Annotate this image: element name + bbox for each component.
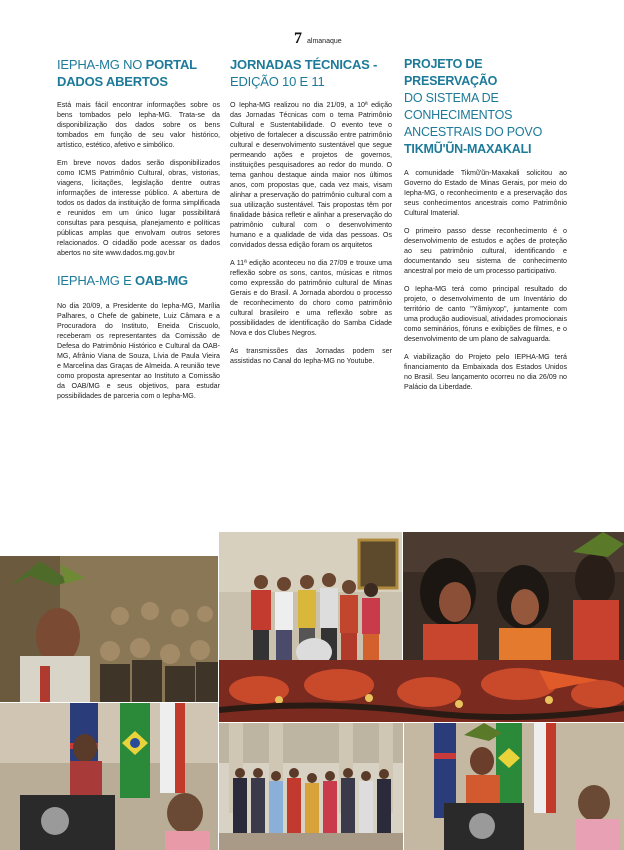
photo-indigenous-women-painted [403, 532, 624, 662]
paragraph: A 11ª edição aconteceu no dia 27/09 e trouxe uma reflexão sobre os sons, cantos, músicas e ritmos como expressão do patrimônio cultural de Minas Gerais e do Brasil. A Jornada abordou o processo de reconhecimento do choro como patrimônio cultural brasileiro e uma reflexão sobre as possibilidades de identificação do Samba Cidade Nova e dos Clubes Negros. [230, 259, 392, 337]
paragraph: A viabilização do Projeto pelo IEPHA-MG terá financiamento da Embaixada dos Estados Unidos no Brasil. Seu lançamento ocorreu no dia 26/09 no Palácio da Liberdade. [404, 353, 567, 391]
photo-speaker-and-man-flags [404, 723, 624, 850]
page-number: 7 [294, 30, 302, 47]
photo-indigenous-leader-audience [0, 556, 218, 702]
column-2 [230, 56, 392, 366]
section-name: almanaque [307, 38, 342, 45]
photo-group-on-palace-steps [219, 723, 403, 850]
paragraph: O primeiro passo desse reconhecimento é o desenvolvimento de estudos e ações de proteção ao seu patrimônio cultural, identificando e documentando seu sistema de conhecimento ancestral por meio de um processo participativo. [404, 227, 567, 275]
page-header [294, 30, 342, 46]
paragraph: As transmissões das Jornadas podem ser assistidas no Canal do Iepha-MG no Youtube. [230, 347, 392, 365]
paragraph: Está mais fácil encontrar informações sobre os bens tombados pelo Iepha-MG. Trata-se da disponibilização dos dados sobre os bens tombados em função de seu valor histórico, artístico, estético, afetivo e simbólico. [57, 101, 220, 149]
paragraph: Em breve novos dados serão disponibilizados como ICMS Patrimônio Cultural, obras, vistorias, viagens, licitações, legislação dentre outras informações de interesse público. A abertura de todos os dados da instituição de forma simplificada e reunidos em um único lugar possibilitará consultas para pesquisa, planejamento e políticas públicas amplas que envolvam outros setores relacionados. O cidadão pode acessar os dados abertos no site www.dados.mg.gov.br [57, 159, 220, 257]
photo-speaker-at-podium-flags [0, 703, 218, 850]
paragraph: O Iepha-MG terá como principal resultado do projeto, o desenvolvimento de um Inventário do território de canto "Yãmiyxop", juntamente com uma produção audiovisual, atividades promocionais como seminários, fóruns e exibições de filmes, e o desenvolvimento de um plano de salvaguarda. [404, 285, 567, 343]
column-1 [57, 56, 220, 401]
photo-handicraft-beads [219, 660, 624, 722]
article-title-maxakali: PROJETO DE PRESERVAÇÃO DO SISTEMA DE CONHECIMENTOS ANCESTRAIS DO POVO TIKMŨ'ŨN-MAXAKALI [404, 57, 543, 156]
paragraph: No dia 20/09, a Presidente do Iepha-MG, Marília Palhares, o Chefe de gabinete, Luiz Câmara e a Procuradora do Instituto, Eneida Criscuolo, receberam os representantes da Comissão de Defesa do Patrimônio Histórico e Cultural da OAB-MG, Afrânio Viana de Souza, Lívia de Paula Vieira e Marcelina das Graças de Almeida. A reunião teve como proposta apresentar ao Instituto a Comissão da OAB/MG e seus objetivos, para estudar possibilidades de parceria com o Iepha-MG. [57, 302, 220, 400]
article-title-jornadas: JORNADAS TÉCNICAS - EDIÇÃO 10 E 11 [230, 57, 378, 89]
article-title-oab: IEPHA-MG E OAB-MG [57, 273, 188, 288]
paragraph: O Iepha-MG realizou no dia 21/09, a 10ª edição das Jornadas Técnicas com o tema Patrimônio Cultural e Sustentabilidade. O evento teve o objetivo de fortalecer a discussão entre patrimônio cultural e desenvolvimento sustentável que segue permeando ações e projetos de governos, instituições pesquisadores ao redor do mundo. O tema ganhou destaque ainda maior nos últimos anos, com propostas que, cada vez mais, visam alinhar a preservação do patrimônio cultural com a sua utilização sustentável. Tais propostas têm por finalidade básica refletir e alinhar a preservação do patrimônio cultural com o desenvolvimento humano e a qualidade de vida das pessoas. Os convidados dessa edição foram os arquitetos [230, 101, 392, 249]
article-title-dados-abertos: IEPHA-MG NO PORTAL DADOS ABERTOS [57, 57, 197, 89]
paragraph: A comunidade Tikmũ'ũn-Maxakali solicitou ao Governo do Estado de Minas Gerais, por meio do Iepha-MG, o reconhecimento e a preservação dos seus conhecimentos ancestrais como Patrimônio Cultural Imaterial. [404, 169, 567, 217]
column-3 [404, 56, 567, 392]
